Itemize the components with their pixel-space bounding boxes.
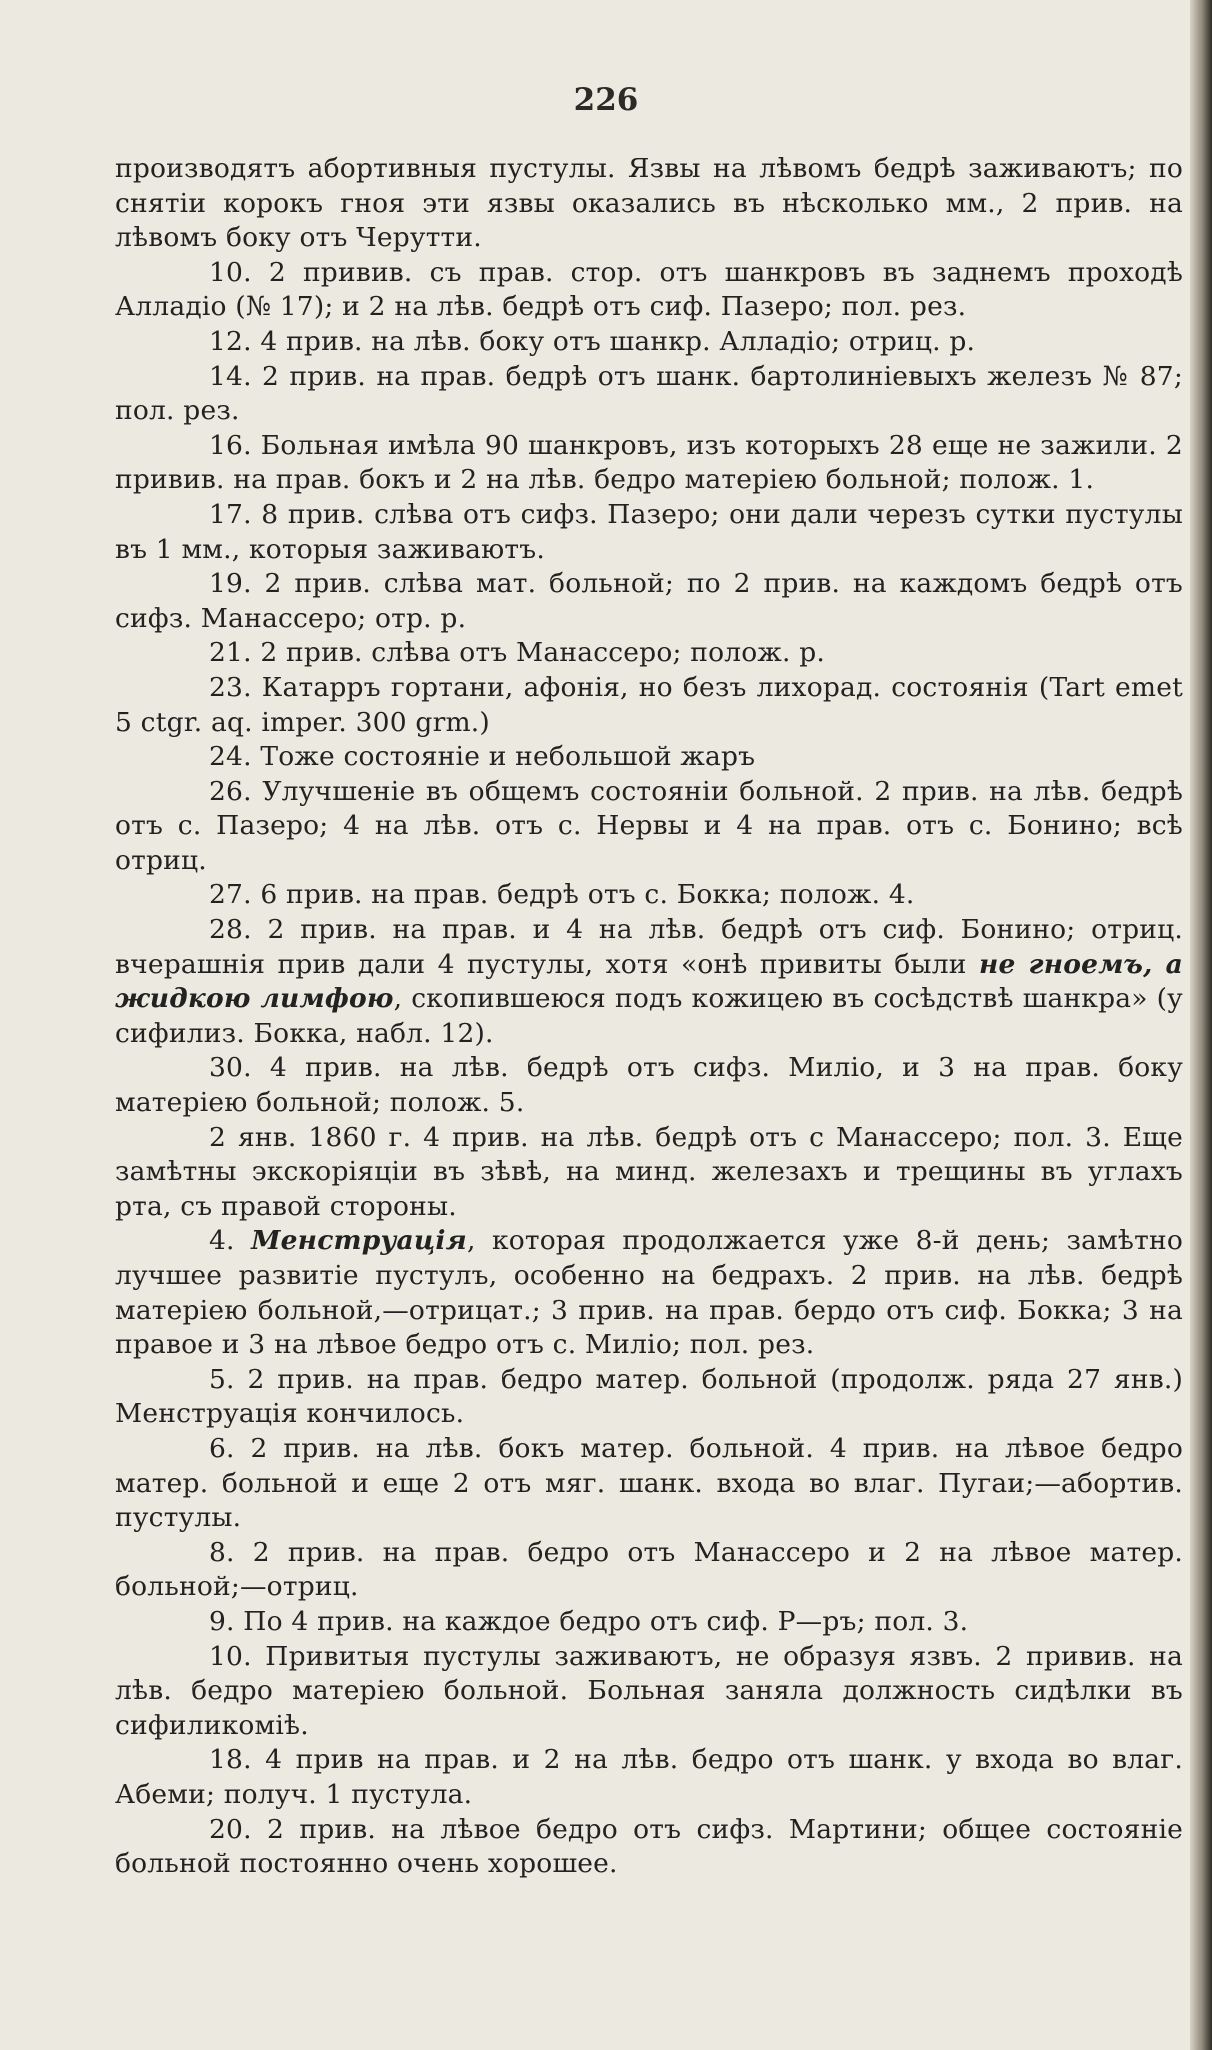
journal-entry: 17. 8 прив. слѣва отъ сифз. Пазеро; они дали черезъ сутки пустулы въ 1 мм., которыя заживаютъ. (115, 498, 1183, 565)
journal-entry: 24. Тоже состояніе и небольшой жаръ (209, 741, 756, 773)
journal-entry: 23. Катарръ гортани, афонія, но безъ лихорад. состоянія (Tart emet 5 ctgr. aq. imper. 300 grm.) (115, 671, 1183, 738)
journal-entry: 27. 6 прив. на прав. бедрѣ отъ с. Бокка; полож. 4. (209, 879, 915, 911)
book-spine-shadow (1190, 0, 1212, 2050)
page-body (115, 152, 1183, 1882)
journal-entry: 28. 2 прив. на прав. и 4 на лѣв. бедрѣ отъ сиф. Бонино; отриц. вчерашнія прив дали 4 пустулы, хотя «онѣ привиты были не гноемъ, а жидкою лимфою, скопившеюся подъ кожицею въ сосѣдствѣ шанкра» (у сифилиз. Бокка, набл. 12). (115, 914, 1183, 1049)
journal-entry: 6. 2 прив. на лѣв. бокъ матер. больной. 4 прив. на лѣвое бедро матер. больной и еще 2 отъ мяг. шанк. входа во влаг. Пугаи;—абортив. пустулы. (115, 1432, 1183, 1534)
journal-entry: 30. 4 прив. на лѣв. бедрѣ отъ сифз. Миліо, и 3 на прав. боку матеріею больной; полож. 5. (115, 1052, 1183, 1119)
emphasized-quote: не гноемъ, а жидкою лимфою (115, 948, 1183, 1015)
journal-entry: 26. Улучшеніе въ общемъ состояніи больной. 2 прив. на лѣв. бедрѣ отъ с. Пазеро; 4 на лѣв. отъ с. Нервы и 4 на прав. отъ с. Бонино; всѣ отриц. (115, 775, 1183, 876)
journal-entry: 19. 2 прив. слѣва мат. больной; по 2 прив. на каждомъ бедрѣ отъ сифз. Манассеро; отр. р. (115, 568, 1183, 634)
journal-entry: 16. Больная имѣла 90 шанкровъ, изъ которыхъ 28 еще не зажили. 2 привив. на прав. бокъ и 2 на лѣв. бедро матеріею больной; полож. 1. (115, 429, 1183, 496)
journal-entry: 10. 2 привив. съ прав. стор. отъ шанкровъ въ заднемъ проходѣ Алладіо (№ 17); и 2 на лѣв. бедрѣ отъ сиф. Пазеро; пол. рез. (115, 256, 1183, 323)
journal-entry: 9. По 4 прив. на каждое бедро отъ сиф. Р—ръ; пол. 3. (209, 1605, 969, 1637)
page-number: 226 (573, 82, 639, 118)
journal-entry: 18. 4 прив на прав. и 2 на лѣв. бедро отъ шанк. у входа во влаг. Абеми; получ. 1 пустула. (115, 1744, 1183, 1810)
journal-entry: 10. Привитыя пустулы заживаютъ, не образуя язвъ. 2 привив. на лѣв. бедро матеріею больной. Больная заняла должность сидѣлки въ сифиликомiѣ. (115, 1640, 1183, 1741)
journal-entry: 4. Менструація, которая продолжается уже 8-й день; замѣтно лучшее развитіе пустулъ, особенно на бедрахъ. 2 прив. на лѣв. бедрѣ матеріею больной,—отрицат.; 3 прив. на прав. бердо отъ сиф. Бокка; 3 на правое и 3 на лѣвое бедро отъ с. Миліо; пол. рез. (115, 1225, 1183, 1361)
journal-entry: 2 янв. 1860 г. 4 прив. на лѣв. бедрѣ отъ с Манассеро; пол. 3. Еще замѣтны экскоріяціи въ зѣвѣ, на минд. железахъ и трещины въ углахъ рта, съ правой стороны. (115, 1121, 1183, 1222)
journal-entry: 12. 4 прив. на лѣв. боку отъ шанкр. Алладіо; отриц. р. (209, 325, 976, 357)
journal-entry: 21. 2 прив. слѣва отъ Манассеро; полож. р. (209, 637, 826, 669)
emphasized-term: Менструація (251, 1225, 467, 1257)
journal-entry: 14. 2 прив. на прав. бедрѣ отъ шанк. бартолиніевыхъ железъ № 87; пол. рез. (115, 360, 1183, 427)
journal-entry: 8. 2 прив. на прав. бедро отъ Манассеро и 2 на лѣвое матер. больной;—отриц. (115, 1536, 1183, 1603)
journal-entry: 5. 2 прив. на прав. бедро матер. больной (продолж. ряда 27 янв.) Менструація кончилось. (115, 1363, 1183, 1430)
text-paragraph: производятъ абортивныя пустулы. Язвы на лѣвомъ бедрѣ заживаютъ; по снятіи корокъ гноя эти язвы оказались въ нѣсколько мм., 2 прив. на лѣвомъ боку отъ Черутти. (115, 153, 1183, 254)
journal-entry: 20. 2 прив. на лѣвое бедро отъ сифз. Мартини; общее состояніе больной постоянно очень хорошее. (115, 1813, 1183, 1880)
